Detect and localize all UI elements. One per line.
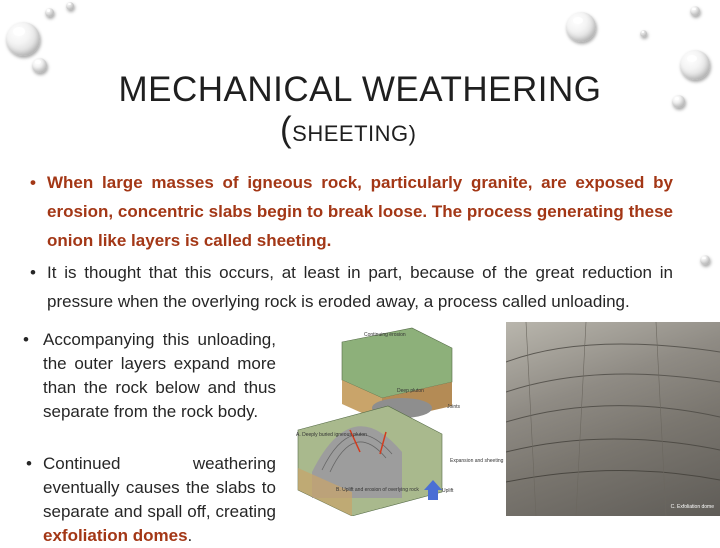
bullet-text: Accompanying this unloading, the outer layers expand more than the rock below and thus separate from the rock body. <box>43 330 276 421</box>
subtitle-text: SHEETING) <box>292 121 417 146</box>
label-continuing-erosion: Continuing erosion <box>364 332 406 338</box>
bullet-marker: • <box>30 263 36 282</box>
water-droplet-decoration <box>45 8 54 17</box>
water-droplet-decoration <box>6 22 40 56</box>
bullet-text: It is thought that this occurs, at least in part, because of the great reduction in pressure when the overlying rock is eroded away, a process called unloading. <box>47 263 673 311</box>
bullet-marker: • <box>26 454 32 473</box>
bullet-marker: • <box>23 330 29 349</box>
bullet-text: Continued weathering eventually causes the slabs to separate and spall off, creating <box>43 454 276 521</box>
caption-b: B. Uplift and erosion of overlying rock <box>336 487 419 493</box>
water-droplet-decoration <box>566 12 596 42</box>
caption-c: C. Exfoliation dome <box>670 504 714 510</box>
subtitle-paren: ( <box>280 110 293 149</box>
water-droplet-decoration <box>690 6 700 16</box>
exfoliation-domes-highlight: exfoliation domes <box>43 526 188 545</box>
bullet-paragraph-sheeting <box>30 168 673 255</box>
water-droplet-decoration <box>640 30 647 37</box>
caption-a: A. Deeply buried igneous pluton <box>296 432 367 438</box>
granite-dome-texture <box>506 322 720 516</box>
bullet-paragraph-exfoliation <box>26 452 276 548</box>
label-expansion: Expansion and sheeting <box>450 458 504 464</box>
bullet-text-end: . <box>187 526 193 545</box>
bullet-paragraph-unloading <box>30 258 673 316</box>
water-droplet-decoration <box>66 2 74 10</box>
label-deep-pluton: Deep pluton <box>397 388 424 394</box>
label-joints: Joints <box>447 404 461 410</box>
bullet-text: When large masses of igneous rock, particularly granite, are exposed by erosion, concentric slabs begin to break loose. The process generating these onion like layers is called sheeting. <box>47 173 673 250</box>
slide-title: MECHANICAL WEATHERING <box>118 70 602 109</box>
label-uplift: Uplift <box>442 488 454 494</box>
bullet-marker: • <box>30 173 36 192</box>
slide-subtitle <box>280 110 416 150</box>
bullet-paragraph-expansion <box>23 328 276 424</box>
water-droplet-decoration <box>700 255 710 265</box>
exfoliation-dome-photo <box>506 322 720 516</box>
